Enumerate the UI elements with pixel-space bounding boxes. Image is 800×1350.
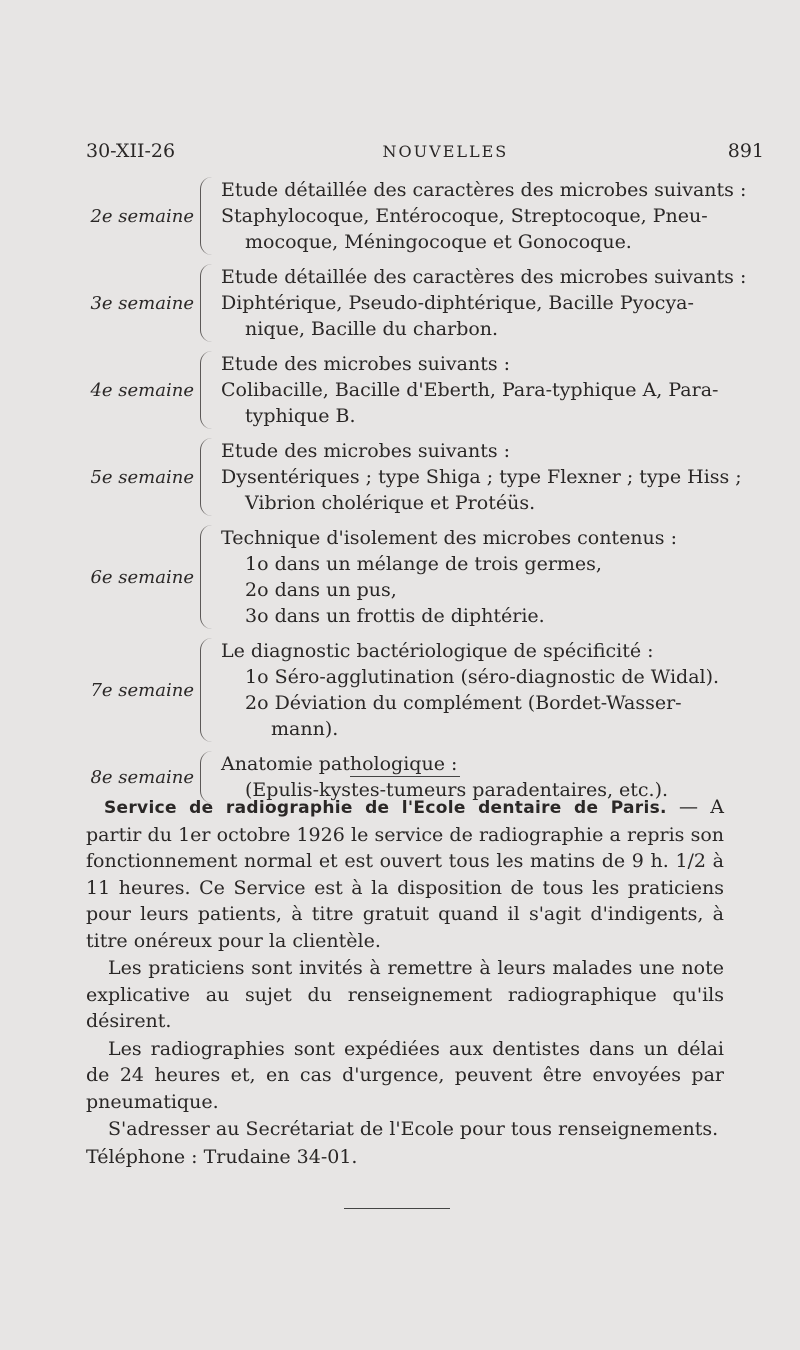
week-line: mocoque, Méningocoque et Gonocoque. — [245, 231, 632, 253]
week-line: Anatomie pathologique : — [221, 753, 458, 775]
week-line: Technique d'isolement des microbes contenus : — [221, 527, 677, 549]
week-line: 2o Déviation du complément (Bordet-Wasser- — [245, 692, 682, 714]
week-label: 2e semaine — [90, 205, 194, 227]
brace — [200, 638, 215, 742]
week-label: 5e semaine — [90, 466, 194, 488]
header-section: NOUVELLES — [382, 142, 509, 161]
week-line: 1o Séro-agglutination (séro-diagnostic de Widal). — [245, 666, 720, 688]
week-line: Etude des microbes suivants : — [221, 353, 511, 375]
week-label: 4e semaine — [90, 379, 194, 401]
brace — [200, 351, 215, 429]
week-content — [221, 351, 780, 429]
week-content — [221, 525, 780, 629]
week-line: 3o dans un frottis de diphtérie. — [245, 605, 545, 627]
week-line: nique, Bacille du charbon. — [245, 318, 499, 340]
notice-paragraph: S'adresser au Secrétariat de l'Ecole pour tous renseignements. — [108, 1118, 719, 1140]
week-block-3 — [80, 264, 780, 342]
week-content — [221, 438, 780, 516]
week-line: mann). — [271, 718, 339, 740]
notice-title: Service de radiographie de l'Ecole dentaire de Paris. — [104, 798, 667, 818]
week-line: Dysentériques ; type Shiga ; type Flexner ; type Hiss ; — [221, 466, 742, 488]
end-divider — [344, 1208, 450, 1209]
week-line: 2o dans un pus, — [245, 579, 397, 601]
week-line: Etude détaillée des caractères des microbes suivants : — [221, 179, 747, 201]
notice-text: — A partir du 1er octobre 1926 le service de radiographie a repris son fonctionnement normal et est ouvert tous les matins de 9 h. 1/2 à 11 heures. Ce Service est à la disposition de tous les praticiens pour leurs patients, à titre gratuit quand il s'agit d'indigents, à titre onéreux pour la clientèle. — [86, 796, 724, 952]
notice-paragraph: Les radiographies sont expédiées aux dentistes dans un délai de 24 heures et, en cas d'urgence, peuvent être envoyées par pneumatique. — [86, 1037, 724, 1113]
week-line: Etude détaillée des caractères des microbes suivants : — [221, 266, 747, 288]
week-block-4 — [80, 351, 780, 429]
week-block-7 — [80, 638, 780, 742]
week-block-6 — [80, 525, 780, 629]
page-number: 891 — [727, 140, 764, 162]
radiography-notice — [86, 794, 724, 1171]
week-content — [221, 638, 780, 742]
brace — [200, 525, 215, 629]
week-content — [221, 177, 780, 255]
notice-paragraph: Téléphone : Trudaine 34-01. — [86, 1145, 358, 1168]
notice-paragraph: Les praticiens sont invités à remettre à leurs malades une note explicative au sujet du renseignement radiographique qu'ils désirent. — [86, 957, 724, 1032]
week-label: 7e semaine — [90, 679, 194, 701]
week-line: Le diagnostic bactériologique de spécificité : — [221, 640, 654, 662]
week-label: 3e semaine — [90, 292, 194, 314]
brace — [200, 438, 215, 516]
week-label: 8e semaine — [90, 766, 194, 788]
week-block-2 — [80, 177, 780, 255]
course-schedule — [80, 177, 780, 812]
brace — [200, 264, 215, 342]
brace — [200, 177, 215, 255]
week-line: Etude des microbes suivants : — [221, 440, 511, 462]
week-block-5 — [80, 438, 780, 516]
header-date: 30-XII-26 — [86, 140, 176, 162]
week-line: Colibacille, Bacille d'Eberth, Para-typhique A, Para- — [221, 379, 719, 401]
running-header — [86, 140, 764, 170]
week-line: Vibrion cholérique et Protéüs. — [245, 492, 536, 514]
week-line: (Epulis-kystes-tumeurs paradentaires, etc.). — [245, 779, 669, 801]
week-label: 6e semaine — [90, 566, 194, 588]
week-content — [221, 264, 780, 342]
week-line: Diphtérique, Pseudo-diphtérique, Bacille Pyocya- — [221, 292, 694, 314]
week-line: 1o dans un mélange de trois germes, — [245, 553, 602, 575]
week-line: typhique B. — [245, 405, 356, 427]
section-divider — [350, 776, 460, 777]
notice-paragraph — [86, 794, 724, 954]
week-line: Staphylocoque, Entérocoque, Streptocoque, Pneu- — [221, 205, 708, 227]
